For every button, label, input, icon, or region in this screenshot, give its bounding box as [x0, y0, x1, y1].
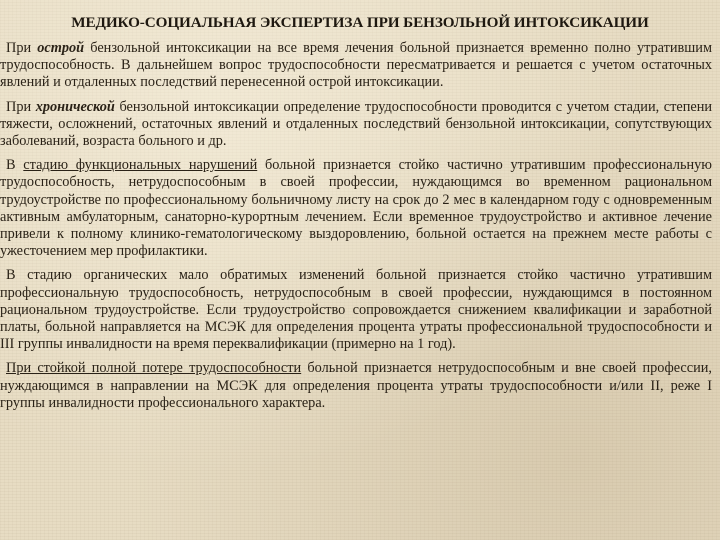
- paragraph-functional-stage: [0, 157, 712, 260]
- paragraph-lead: В: [6, 157, 24, 174]
- paragraph-permanent-loss: [0, 360, 712, 412]
- paragraph-organic-stage: [0, 267, 712, 353]
- paragraph-text: больной признается нетрудоспособным и вне своей профессии, нуждающимся в направлении на МСЭК для определения процента утраты трудоспособности и/или II, реже I группы инвалидности профессионального характера.: [0, 360, 712, 411]
- paragraph-text: больной признается стойко частично утратившим профессиональную трудоспособность, нетрудоспособным в своей профессии, нуждающимся во временном рациональном трудоустройстве по профессиональному больничному листу на срок до 2 мес в календарном году с одновременным активным амбулаторным, санаторно-курортным лечением. Если временное трудоустройство и активное лечение привели к полному клинико-гематологическому выздоровлению, больной остается на прежнем месте работы с ужесточением мер профилактики.: [0, 157, 712, 260]
- paragraph-text: бензольной интоксикации на все время лечения больной признается временно полно утратившим трудоспособность. В дальнейшем вопрос трудоспособности пересматривается и решается с учетом остаточных явлений и отдаленных последствий перенесенной острой интоксикации.: [0, 40, 712, 91]
- paragraph-lead: При: [6, 40, 38, 56]
- paragraph-lead: При: [6, 98, 36, 115]
- paragraph-acute: [0, 40, 712, 92]
- paragraph-text: бензольной интоксикации определение трудоспособности проводится с учетом стадии, степени тяжести, осложнений, остаточных явлений и отдаленных последствий бензольной интоксикации, сопутствующих заболеваний, возраста больного и др.: [0, 98, 713, 150]
- emphasis-permanent-loss: При стойкой полной потере трудоспособности: [6, 360, 302, 377]
- document-body: [0, 40, 712, 419]
- emphasis-functional-stage: стадию функциональных нарушений: [23, 157, 258, 174]
- paragraph-text: В стадию органических мало обратимых изменений больной признается стойко частично утратившим профессиональную трудоспособность, нетрудоспособным в своей профессии, нуждающимся в постоянном рациональном трудоустройстве. Если трудоустройство сопровождается снижением квалификации и заработной платы, больной направляется на МСЭК для определения процента утраты профессиональной трудоспособности и III группы инвалидности на время переквалификации (примерно на 1 год).: [0, 267, 712, 353]
- page-title: МЕДИКО-СОЦИАЛЬНАЯ ЭКСПЕРТИЗА ПРИ БЕНЗОЛЬНОЙ ИНТОКСИКАЦИИ: [71, 14, 649, 31]
- paragraph-chronic: [0, 99, 712, 151]
- emphasis-chronic: хронической: [35, 98, 115, 115]
- emphasis-acute: острой: [37, 40, 85, 56]
